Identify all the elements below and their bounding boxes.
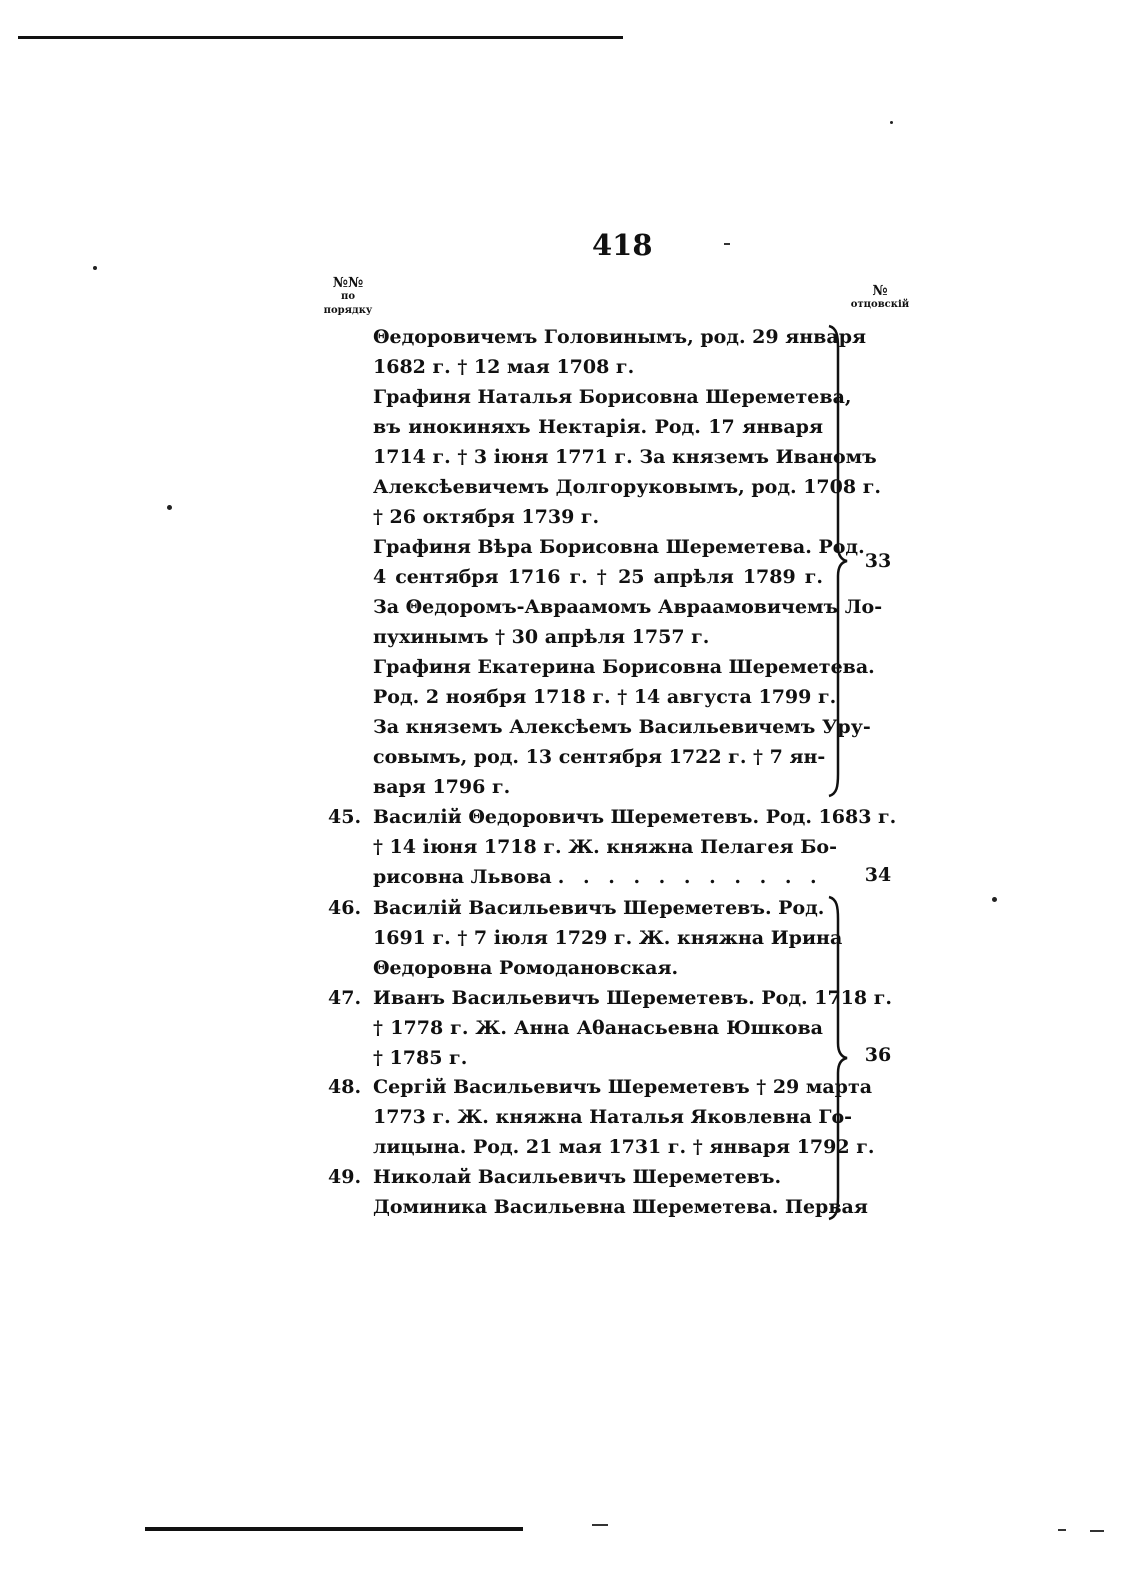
speck xyxy=(890,121,893,124)
text-line: За княземъ Алексѣемъ Васильевичемъ Уру- xyxy=(373,716,871,738)
text-line: Графиня Екатерина Борисовна Шереметева. xyxy=(373,656,875,678)
text-line: лицына. Род. 21 мая 1731 г. † января 1792 г. xyxy=(373,1136,875,1158)
speck xyxy=(93,266,97,270)
text-line: Доминика Васильевна Шереметева. Первая xyxy=(373,1196,868,1218)
text-line: въ инокиняхъ Нектарія. Род. 17 января xyxy=(373,416,823,438)
text-line: Василій Θедоровичъ Шереметевъ. Род. 1683 г. xyxy=(373,806,897,828)
header-label: отцовскій xyxy=(850,299,910,310)
text-line: Θедоровичемъ Головинымъ, род. 29 января xyxy=(373,326,867,348)
paternal-reference: 36 xyxy=(864,1044,892,1066)
entry-number: 46. xyxy=(328,897,362,919)
dash-mark xyxy=(592,1524,608,1526)
entry-number: 47. xyxy=(328,987,362,1009)
entry-number: 45. xyxy=(328,806,362,828)
text-line: совымъ, род. 13 сентября 1722 г. † 7 ян- xyxy=(373,746,826,768)
text-line: Николай Васильевичъ Шереметевъ. xyxy=(373,1166,782,1188)
text-line: Алексѣевичемъ Долгоруковымъ, род. 1708 г. xyxy=(373,476,881,498)
right-brace xyxy=(826,893,852,1223)
text-line: † 26 октября 1739 г. xyxy=(373,506,600,528)
column-header-paternal xyxy=(845,284,915,312)
text-line-with-leaders xyxy=(373,862,823,892)
numero-symbol: № xyxy=(872,283,888,299)
text-line: варя 1796 г. xyxy=(373,776,511,798)
text-line: Графиня Вѣра Борисовна Шереметева. Род. xyxy=(373,536,865,558)
text-line: Род. 2 ноября 1718 г. † 14 августа 1799 г. xyxy=(373,686,837,708)
text-line: Графиня Наталья Борисовна Шереметева, xyxy=(373,386,852,408)
dash-mark xyxy=(1090,1530,1104,1532)
text-line: 1714 г. † 3 іюня 1771 г. За княземъ Иваномъ xyxy=(373,446,877,468)
top-rule xyxy=(18,36,623,39)
bottom-rule xyxy=(145,1527,523,1531)
dash-mark xyxy=(724,243,730,245)
entry-number: 48. xyxy=(328,1076,362,1098)
text-line: † 1785 г. xyxy=(373,1047,468,1069)
text-line: рисовна Львова xyxy=(373,866,552,888)
text-line: 1773 г. Ж. княжна Наталья Яковлевна Го- xyxy=(373,1106,853,1128)
speck xyxy=(167,505,172,510)
text-line: Иванъ Васильевичъ Шереметевъ. Род. 1718 г. xyxy=(373,987,892,1009)
page-number: 418 xyxy=(592,228,653,262)
header-label: по xyxy=(341,291,355,302)
text-line: 4 сентября 1716 г. † 25 апрѣля 1789 г. xyxy=(373,566,823,588)
paternal-reference: 33 xyxy=(864,550,892,572)
text-line: Θедоровна Ромодановская. xyxy=(373,957,679,979)
text-line: 1691 г. † 7 іюля 1729 г. Ж. княжна Ирина xyxy=(373,927,843,949)
text-line: 1682 г. † 12 мая 1708 г. xyxy=(373,356,635,378)
speck xyxy=(992,897,997,902)
text-line: пухинымъ † 30 апрѣля 1757 г. xyxy=(373,626,710,648)
right-brace xyxy=(826,322,852,800)
text-line: † 14 іюня 1718 г. Ж. княжна Пелагея Бо- xyxy=(373,836,837,858)
text-line: † 1778 г. Ж. Анна Аθанасьевна Юшкова xyxy=(373,1017,823,1039)
entry-number: 49. xyxy=(328,1166,362,1188)
column-header-sequence xyxy=(320,276,376,318)
dot-leaders xyxy=(558,862,823,892)
numero-symbol: №№ xyxy=(332,275,364,291)
paternal-reference: 34 xyxy=(864,864,892,886)
dash-mark xyxy=(1058,1529,1066,1531)
text-line: За Θедоромъ-Авраамомъ Авраамовичемъ Ло- xyxy=(373,596,883,618)
text-line: Сергій Васильевичъ Шереметевъ † 29 марта xyxy=(373,1076,873,1098)
text-line: Василій Васильевичъ Шереметевъ. Род. xyxy=(373,897,825,919)
header-label: порядку xyxy=(323,305,373,316)
